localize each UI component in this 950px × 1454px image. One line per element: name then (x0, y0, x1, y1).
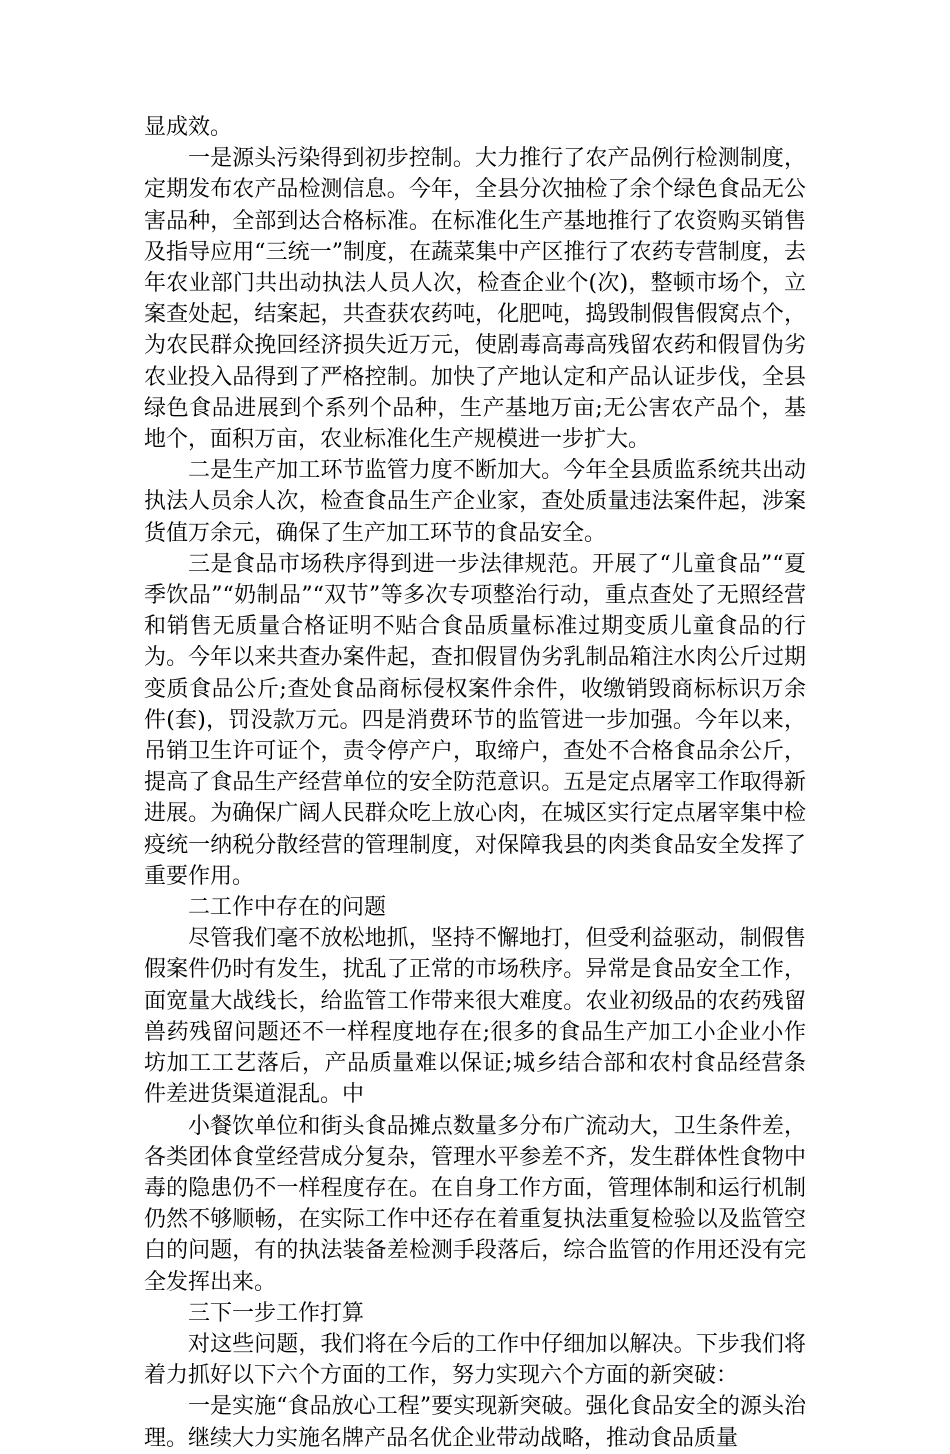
paragraph-next-steps-1: 一是实施“食品放心工程”要实现新突破。强化食品安全的源头治理。继续大力实施名牌产品名优企业带动战略，推动食品质量 (144, 1394, 806, 1451)
paragraph-continuation: 显成效。 (144, 115, 233, 140)
paragraph-problems-2: 小餐饮单位和街头食品摊点数量多分布广流动大，卫生条件差，各类团体食堂经营成分复杂，管理水平参差不齐，发生群体性食物中毒的隐患仍不一样程度存在。在自身工作方面，管理体制和运行机制仍然不够顺畅，在实际工作中还存在着重复执法重复检验以及监管空白的问题，有的执法装备差检测手段落后，综合监管的作用还没有完全发挥出来。 (144, 1113, 806, 1295)
paragraph-market-order: 三是食品市场秩序得到进一步法律规范。开展了“儿童食品”“夏季饮品”“奶制品”“双节”等多次专项整治行动，重点查处了无照经营和销售无质量合格证明不贴合食品质量标准过期变质儿童食品的行为。今年以来共查办案件起，查扣假冒伪劣乳制品箱注水肉公斤过期变质食品公斤;查处食品商标侵权案件余件，收缴销毁商标标识万余件(套)，罚没款万元。四是消费环节的监管进一步加强。今年以来，吊销卫生许可证个，责令停产户，取缔户，查处不合格食品余公斤，提高了食品生产经营单位的安全防范意识。五是定点屠宰工作取得新进展。为确保广阔人民群众吃上放心肉，在城区实行定点屠宰集中检疫统一纳税分散经营的管理制度，对保障我县的肉类食品安全发挥了重要作用。 (144, 551, 806, 889)
paragraph-source-pollution: 一是源头污染得到初步控制。大力推行了农产品例行检测制度，定期发布农产品检测信息。今年，全县分次抽检了余个绿色食品无公害品种，全部到达合格标准。在标准化生产基地推行了农资购买销售及指导应用“三统一”制度，在蔬菜集中产区推行了农药专营制度，去年农业部门共出动执法人员人次，检查企业个(次)，整顿市场个，立案查处起，结案起，共查获农药吨，化肥吨，捣毁制假售假窝点个，为农民群众挽回经济损失近万元，使剧毒高毒高残留农药和假冒伪劣农业投入品得到了严格控制。加快了产地认定和产品认证步伐，全县绿色食品进展到个系列个品种，生产基地万亩;无公害农产品个，基地个，面积万亩，农业标准化生产规模进一步扩大。 (144, 146, 806, 453)
section-heading-next-steps: 三下一步工作打算 (188, 1300, 365, 1326)
document-page (144, 112, 806, 1454)
paragraph-next-steps-intro: 对这些问题，我们将在今后的工作中仔细加以解决。下步我们将着力抓好以下六个方面的工作，努力实现六个方面的新突破： (144, 1331, 806, 1389)
paragraph-problems-1: 尽管我们毫不放松地抓，坚持不懈地打，但受利益驱动，制假售假案件仍时有发生，扰乱了正常的市场秩序。异常是食品安全工作，面宽量大战线长，给监管工作带来很大难度。农业初级品的农药残留兽药残留问题还不一样程度地存在;很多的食品生产加工小企业小作坊加工工艺落后，产品质量难以保证;城乡结合部和农村食品经营条件差进货渠道混乱。中 (144, 926, 806, 1108)
paragraph-production-supervision: 二是生产加工环节监管力度不断加大。今年全县质监系统共出动执法人员余人次，检查食品生产企业家，查处质量违法案件起，涉案货值万余元，确保了生产加工环节的食品安全。 (144, 458, 806, 546)
section-heading-problems: 二工作中存在的问题 (188, 895, 387, 921)
